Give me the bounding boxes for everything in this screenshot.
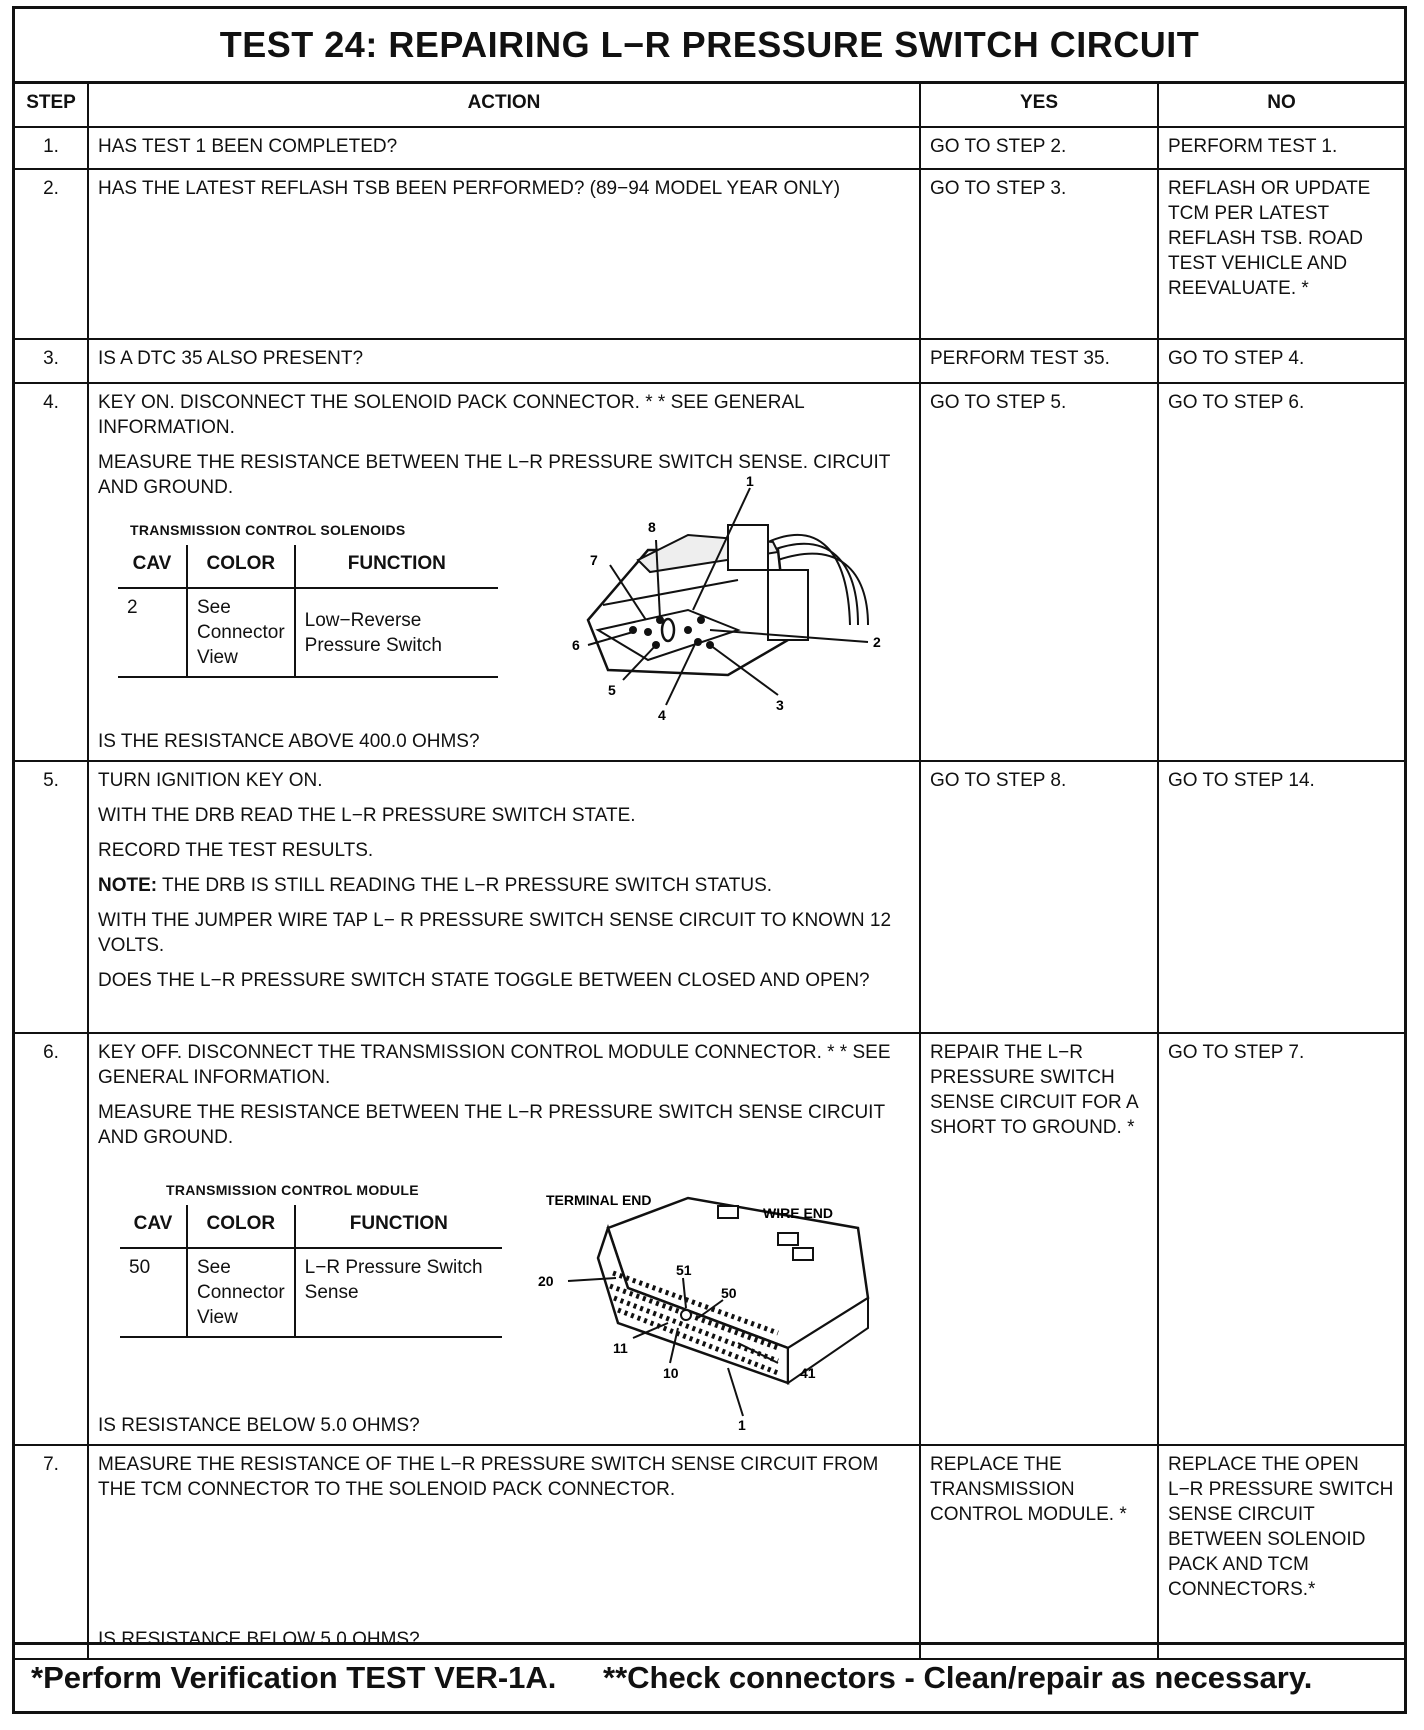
question-text: IS RESISTANCE BELOW 5.0 OHMS?: [98, 1415, 420, 1436]
note-text: [98, 873, 910, 898]
action-text: RECORD THE TEST RESULTS.: [98, 840, 374, 861]
function-value: Low−Reverse Pressure Switch: [295, 588, 498, 677]
pin-label: 1: [746, 473, 754, 489]
action-cell: [88, 169, 920, 339]
pin-label: 50: [721, 1285, 737, 1301]
action-cell: [88, 127, 920, 169]
yes-cell: GO TO STEP 8.: [920, 761, 1158, 1033]
table-row: [15, 127, 1404, 169]
no-cell: GO TO STEP 4.: [1158, 339, 1404, 383]
no-cell: REFLASH OR UPDATE TCM PER LATEST REFLASH TSB. ROAD TEST VEHICLE AND REEVALUATE. *: [1158, 169, 1404, 339]
solenoid-table-title: TRANSMISSION CONTROL SOLENOIDS: [130, 522, 406, 538]
header-action: ACTION: [88, 84, 920, 127]
step-number: 7.: [15, 1445, 88, 1659]
pin-label: 11: [613, 1340, 628, 1356]
step-number: 2.: [15, 169, 88, 339]
cav-header: CAV: [120, 1205, 187, 1248]
action-text: HAS THE LATEST REFLASH TSB BEEN PERFORMED? (89−94 MODEL YEAR ONLY): [98, 178, 841, 199]
note-label: NOTE:: [98, 875, 158, 896]
action-text: MEASURE THE RESISTANCE BETWEEN THE L−R PRESSURE SWITCH SENSE. CIRCUIT AND GROUND.: [98, 452, 890, 498]
header-yes: YES: [920, 84, 1158, 127]
action-text: IS A DTC 35 ALSO PRESENT?: [98, 348, 364, 369]
action-text: KEY ON. DISCONNECT THE SOLENOID PACK CONNECTOR. * * SEE GENERAL INFORMATION.: [98, 392, 804, 438]
no-cell: GO TO STEP 7.: [1158, 1033, 1404, 1445]
table-row: [15, 1033, 1404, 1445]
yes-cell: GO TO STEP 5.: [920, 383, 1158, 761]
action-cell: [88, 761, 920, 1033]
step-number: 3.: [15, 339, 88, 383]
pin-label: 1: [738, 1417, 746, 1433]
action-cell: [88, 1033, 920, 1445]
action-text: MEASURE THE RESISTANCE BETWEEN THE L−R PRESSURE SWITCH SENSE CIRCUIT AND GROUND.: [98, 1102, 885, 1148]
cav-header: CAV: [118, 545, 187, 588]
pin-label: 51: [676, 1262, 692, 1278]
yes-cell: GO TO STEP 2.: [920, 127, 1158, 169]
tcm-table: [120, 1205, 502, 1338]
pin-label: 6: [572, 637, 580, 653]
page-title: TEST 24: REPAIRING L−R PRESSURE SWITCH CIRCUIT: [15, 9, 1404, 84]
color-header: COLOR: [187, 545, 295, 588]
step-number: 1.: [15, 127, 88, 169]
action-text: DOES THE L−R PRESSURE SWITCH STATE TOGGLE BETWEEN CLOSED AND OPEN?: [98, 970, 870, 991]
table-row: [15, 761, 1404, 1033]
test-table: [15, 84, 1404, 1660]
color-value: See Connector View: [187, 588, 295, 677]
no-cell: GO TO STEP 6.: [1158, 383, 1404, 761]
wire-end-label: WIRE END: [763, 1205, 833, 1221]
table-row: [15, 339, 1404, 383]
pin-label: 3: [776, 697, 784, 713]
action-text: WITH THE JUMPER WIRE TAP L− R PRESSURE SWITCH SENSE CIRCUIT TO KNOWN 12 VOLTS.: [98, 910, 892, 956]
footer-verification: *Perform Verification TEST VER-1A.: [31, 1660, 557, 1695]
function-header: FUNCTION: [295, 1205, 502, 1248]
action-text: HAS TEST 1 BEEN COMPLETED?: [98, 136, 398, 157]
pin-label: 2: [873, 634, 881, 650]
step-number: 5.: [15, 761, 88, 1033]
action-text: WITH THE DRB READ THE L−R PRESSURE SWITCH STATE.: [98, 805, 636, 826]
pin-label: 20: [538, 1273, 554, 1289]
cav-value: 50: [120, 1248, 187, 1337]
header-step: STEP: [15, 84, 88, 127]
action-text: TURN IGNITION KEY ON.: [98, 770, 323, 791]
function-value: L−R Pressure Switch Sense: [295, 1248, 502, 1337]
yes-cell: REPLACE THE TRANSMISSION CONTROL MODULE. *: [920, 1445, 1158, 1659]
yes-cell: PERFORM TEST 35.: [920, 339, 1158, 383]
action-cell: [88, 339, 920, 383]
function-header: FUNCTION: [295, 545, 498, 588]
footer-note: [15, 1642, 1404, 1711]
no-cell: REPLACE THE OPEN L−R PRESSURE SWITCH SENSE CIRCUIT BETWEEN SOLENOID PACK AND TCM CONNECTORS.*: [1158, 1445, 1404, 1659]
yes-cell: GO TO STEP 3.: [920, 169, 1158, 339]
pin-label: 5: [608, 682, 616, 698]
footer-connectors: **Check connectors - Clean/repair as necessary.: [603, 1660, 1313, 1695]
test-sheet: [12, 6, 1407, 1714]
pin-label: 10: [663, 1365, 679, 1381]
action-text: MEASURE THE RESISTANCE OF THE L−R PRESSURE SWITCH SENSE CIRCUIT FROM THE TCM CONNECTOR TO THE SOLENOID PACK CONNECTOR.: [98, 1454, 879, 1500]
tcm-connector-diagram: [538, 1178, 878, 1433]
solenoid-connector-diagram: [538, 473, 881, 730]
note-body: THE DRB IS STILL READING THE L−R PRESSURE SWITCH STATUS.: [157, 875, 773, 896]
action-cell: [88, 383, 920, 761]
action-cell: [88, 1445, 920, 1659]
question-text: IS RESISTANCE BELOW 5.0 OHMS?: [98, 1629, 420, 1650]
action-text: KEY OFF. DISCONNECT THE TRANSMISSION CONTROL MODULE CONNECTOR. * * SEE GENERAL INFORMATION.: [98, 1042, 891, 1088]
step-number: 4.: [15, 383, 88, 761]
cav-value: 2: [118, 588, 187, 677]
solenoid-table: [118, 545, 498, 678]
no-cell: GO TO STEP 14.: [1158, 761, 1404, 1033]
table-row: [15, 1445, 1404, 1659]
pin-label: 7: [590, 552, 598, 568]
header-row: [15, 84, 1404, 127]
header-no: NO: [1158, 84, 1404, 127]
color-header: COLOR: [187, 1205, 295, 1248]
question-text: IS THE RESISTANCE ABOVE 400.0 OHMS?: [98, 731, 480, 752]
step-number: 6.: [15, 1033, 88, 1445]
yes-cell: REPAIR THE L−R PRESSURE SWITCH SENSE CIRCUIT FOR A SHORT TO GROUND. *: [920, 1033, 1158, 1445]
pin-label: 4: [658, 707, 666, 723]
solenoid-table-block: [118, 518, 498, 678]
tcm-table-block: [120, 1178, 502, 1338]
pin-label: 8: [648, 519, 656, 535]
pin-label: 41: [800, 1365, 816, 1381]
no-cell: PERFORM TEST 1.: [1158, 127, 1404, 169]
color-value: See Connector View: [187, 1248, 295, 1337]
table-row: [15, 383, 1404, 761]
table-row: [15, 169, 1404, 339]
tcm-table-title: TRANSMISSION CONTROL MODULE: [166, 1182, 419, 1198]
terminal-end-label: TERMINAL END: [546, 1192, 652, 1208]
